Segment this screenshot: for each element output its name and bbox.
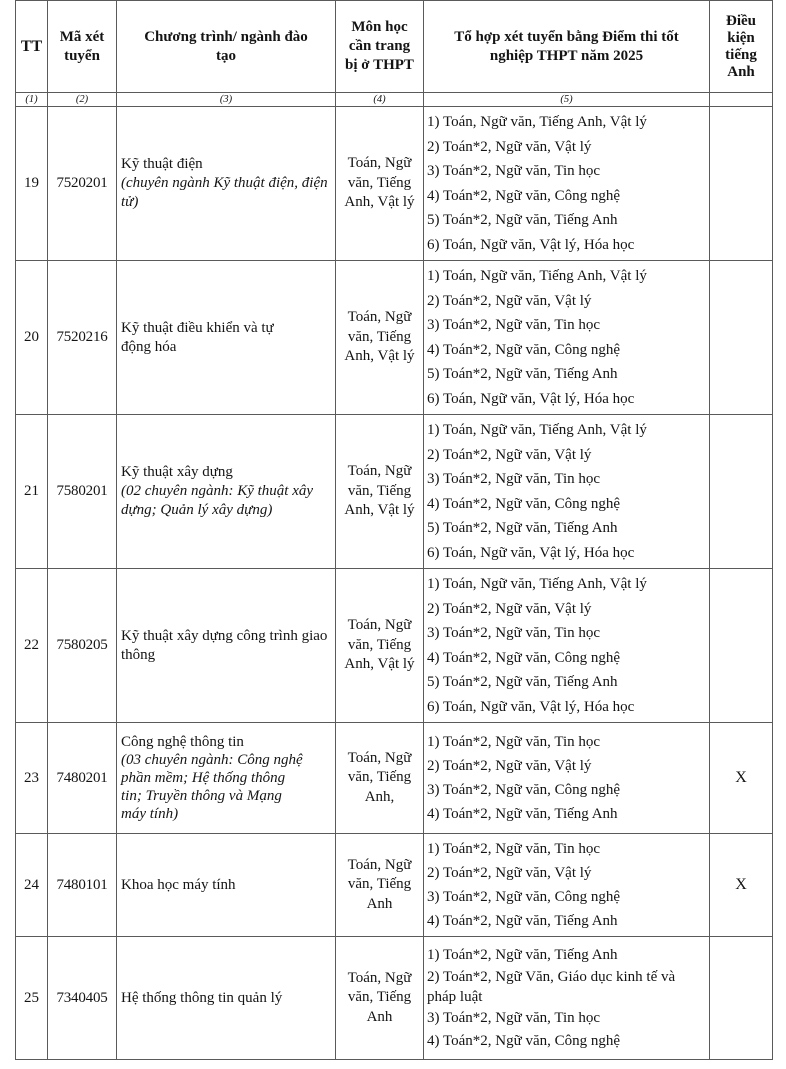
combination-item: 3) Toán*2, Ngữ văn, Tin học [427,1009,601,1026]
program-name: Kỹ thuật điện [121,156,203,172]
program-note: (chuyên ngành Kỹ thuật điện, điện tử) [121,175,328,210]
table-row [16,107,773,261]
program-name: Kỹ thuật điều khiển và tự động hóa [121,319,274,355]
combination-item: 5) Toán*2, Ngữ văn, Tiếng Anh [427,366,618,382]
combination-item: 3) Toán*2, Ngữ văn, Tin học [427,317,601,333]
combination-item: 3) Toán*2, Ngữ văn, Công nghệ [427,889,621,905]
column-number: (1) [16,93,48,107]
column-number: (2) [48,93,117,107]
combination-item: 6) Toán, Ngữ văn, Vật lý, Hóa học [427,698,635,715]
required-subjects: Toán, Ngữ văn, Tiếng Anh [336,834,424,937]
table-row [16,261,773,415]
header-subjects: Môn học cần trang bị ở THPT [336,1,424,93]
program-name-cell [117,107,336,261]
table-row [16,937,773,1060]
combination-item: 4) Toán*2, Ngữ văn, Công nghệ [427,1032,621,1049]
admission-document [15,0,773,1060]
combination-item: 2) Toán*2, Ngữ văn, Vật lý [427,292,592,309]
program-name: Công nghệ thông tin [121,734,244,750]
program-note: (03 chuyên ngành: Công nghệ phần mềm; Hệ thống thông tin; Truyền thông và Mạng máy tính) [121,752,303,822]
row-number: 19 [16,107,48,261]
required-subjects: Toán, Ngữ văn, Tiếng Anh, Vật lý [336,415,424,569]
program-code: 7480201 [48,723,117,834]
program-name-cell [117,723,336,834]
program-name: Hệ thống thông tin quản lý [121,989,283,1006]
header-code: Mã xét tuyển [48,1,117,93]
row-number: 24 [16,834,48,937]
row-number: 25 [16,937,48,1060]
program-name-cell [117,834,336,937]
row-number: 22 [16,569,48,723]
program-code: 7480101 [48,834,117,937]
combination-list [424,937,710,1060]
program-name-cell [117,937,336,1060]
combination-item: 3) Toán*2, Ngữ văn, Tin học [427,163,601,179]
header-english: Điều kiện tiếng Anh [710,1,773,93]
combination-item: 2) Toán*2, Ngữ văn, Vật lý [427,600,592,617]
program-name-cell [117,415,336,569]
required-subjects: Toán, Ngữ văn, Tiếng Anh [336,937,424,1060]
combination-list [424,415,710,569]
row-number: 20 [16,261,48,415]
program-code: 7520216 [48,261,117,415]
combination-item: 4) Toán*2, Ngữ văn, Công nghệ [427,495,621,512]
program-name: Khoa học máy tính [121,876,236,893]
combination-item: 2) Toán*2, Ngữ văn, Vật lý [427,758,592,774]
english-requirement: X [710,834,773,937]
combination-item: 4) Toán*2, Ngữ văn, Tiếng Anh [427,806,618,822]
program-code: 7580201 [48,415,117,569]
combination-item: 3) Toán*2, Ngữ văn, Công nghệ [427,782,621,798]
table-row [16,415,773,569]
combination-item: 4) Toán*2, Ngữ văn, Công nghệ [427,649,621,666]
combination-item: 1) Toán*2, Ngữ văn, Tin học [427,734,601,750]
table-row [16,569,773,723]
table-row [16,723,773,834]
program-name: Kỹ thuật xây dựng [121,464,233,480]
program-code: 7340405 [48,937,117,1060]
combination-item: 1) Toán*2, Ngữ văn, Tiếng Anh [427,946,618,963]
combination-item: 3) Toán*2, Ngữ văn, Tin học [427,625,601,641]
combination-item: 6) Toán, Ngữ văn, Vật lý, Hóa học [427,390,635,407]
english-requirement [710,937,773,1060]
required-subjects: Toán, Ngữ văn, Tiếng Anh, Vật lý [336,569,424,723]
combination-item: 6) Toán, Ngữ văn, Vật lý, Hóa học [427,544,635,561]
combination-item: 2) Toán*2, Ngữ Văn, Giáo dục kinh tế và pháp luật [427,968,676,1005]
combination-item: 6) Toán, Ngữ văn, Vật lý, Hóa học [427,236,635,253]
english-requirement: X [710,723,773,834]
combination-item: 5) Toán*2, Ngữ văn, Tiếng Anh [427,520,618,536]
combination-item: 1) Toán, Ngữ văn, Tiếng Anh, Vật lý [427,114,647,130]
english-requirement [710,415,773,569]
combination-item: 2) Toán*2, Ngữ văn, Vật lý [427,865,592,881]
program-note: (02 chuyên ngành: Kỹ thuật xây dựng; Quản lý xây dựng) [121,483,314,518]
column-number-row [16,93,773,107]
program-code: 7580205 [48,569,117,723]
combination-item: 4) Toán*2, Ngữ văn, Công nghệ [427,341,621,358]
combination-item: 3) Toán*2, Ngữ văn, Tin học [427,471,601,487]
header-program: Chương trình/ ngành đào tạo [117,1,336,93]
combination-item: 1) Toán, Ngữ văn, Tiếng Anh, Vật lý [427,422,647,438]
combination-item: 2) Toán*2, Ngữ văn, Vật lý [427,446,592,463]
combination-item: 4) Toán*2, Ngữ văn, Công nghệ [427,187,621,204]
row-number: 23 [16,723,48,834]
header-tt: TT [16,1,48,93]
admission-table [15,0,773,1060]
combination-list [424,723,710,834]
combination-item: 1) Toán*2, Ngữ văn, Tin học [427,841,601,857]
english-requirement [710,107,773,261]
combination-item: 4) Toán*2, Ngữ văn, Tiếng Anh [427,913,618,929]
combination-list [424,107,710,261]
program-name-cell [117,261,336,415]
program-name: Kỹ thuật xây dựng công trình giao thông [121,627,328,663]
column-number: (4) [336,93,424,107]
column-number: (5) [424,93,710,107]
combination-item: 5) Toán*2, Ngữ văn, Tiếng Anh [427,674,618,690]
combination-list [424,834,710,937]
english-requirement [710,261,773,415]
row-number: 21 [16,415,48,569]
header-row [16,1,773,93]
required-subjects: Toán, Ngữ văn, Tiếng Anh, Vật lý [336,261,424,415]
combination-item: 1) Toán, Ngữ văn, Tiếng Anh, Vật lý [427,268,647,284]
required-subjects: Toán, Ngữ văn, Tiếng Anh, Vật lý [336,107,424,261]
program-code: 7520201 [48,107,117,261]
table-row [16,834,773,937]
combination-list [424,261,710,415]
combination-item: 1) Toán, Ngữ văn, Tiếng Anh, Vật lý [427,576,647,592]
required-subjects: Toán, Ngữ văn, Tiếng Anh, [336,723,424,834]
combination-item: 5) Toán*2, Ngữ văn, Tiếng Anh [427,212,618,228]
column-number: (3) [117,93,336,107]
program-name-cell [117,569,336,723]
english-requirement [710,569,773,723]
combination-list [424,569,710,723]
column-number [710,93,773,107]
combination-item: 2) Toán*2, Ngữ văn, Vật lý [427,138,592,155]
header-combos: Tổ hợp xét tuyển bằng Điểm thi tốt nghiệp THPT năm 2025 [424,1,710,93]
